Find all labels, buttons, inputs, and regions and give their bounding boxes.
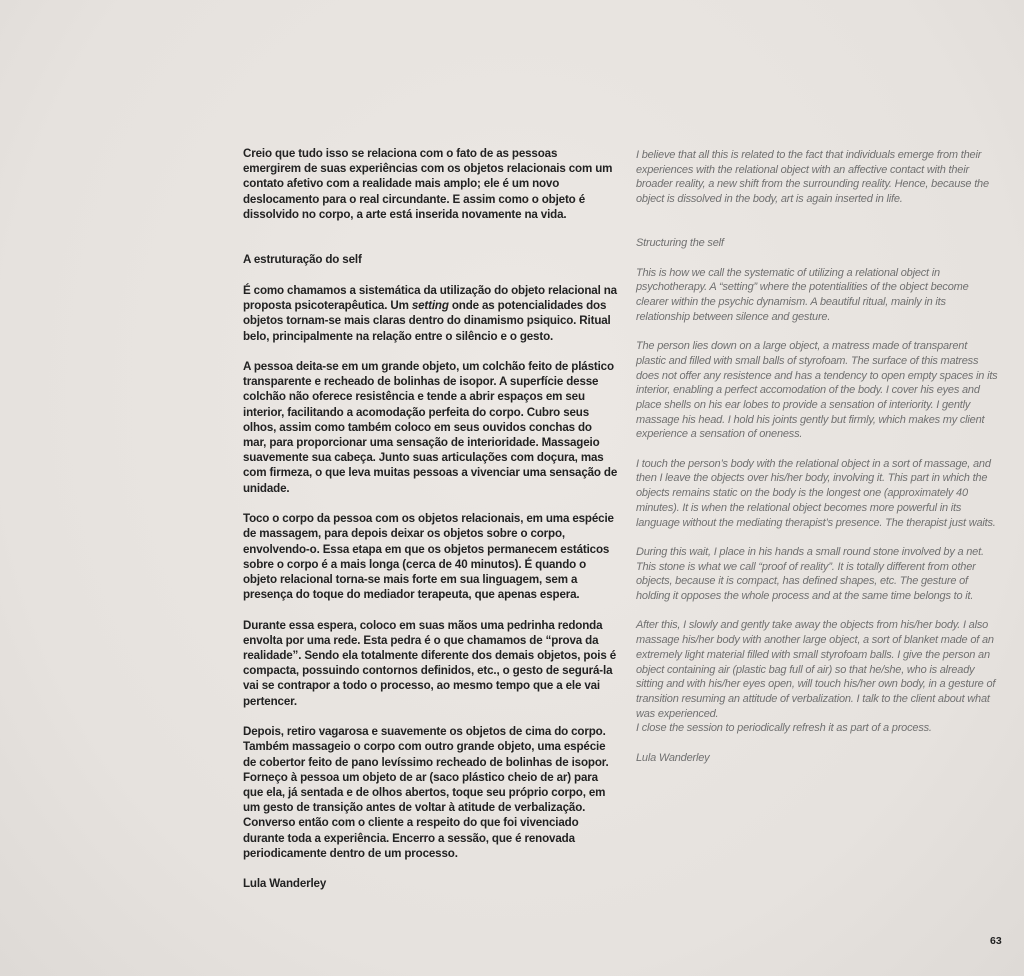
pt-p1-italic: setting <box>411 299 449 313</box>
en-intro-paragraph: I believe that all this is related to the fact that individuals emerge from their experiences with the relational object with an affective contact with their broader reality, a new shift from the surrounding reality. Hence, because the object is dissolved in the body, art is again inserted in life. <box>636 149 989 206</box>
en-paragraph-5: After this, I slowly and gently take away the objects from his/her body. I also massage his/her body with another large object, a sort of blanket made of an extremely light material filled with small styrofoam balls. I give the person an object containing air (plastic bag full of air) so that he/she, who is already sitting and with his/her eyes open, will touch his/her own body, in a gesture of transition resuming an attitude of verbalization. I talk to the client about what was experienced. <box>636 619 996 720</box>
pt-section-heading: A estruturação do self <box>243 253 362 267</box>
en-paragraph-3: I touch the person’s body with the relational object in a sort of massage, and then I leave the objects over his/her body, involving it. This part in which the objects remains static on the body is the longest one (approximately 40 minutes). It is when the relational object becomes more powerful in its language without the mediating therapist’s presence. The therapist just waits. <box>636 457 996 529</box>
pt-p1-text-b: onde as potencialidades dos objetos tornam-se mais claras dentro do dinamismo psiquico. Ritual belo, principalmente na relação entre o silêncio e o gesto. <box>243 299 611 343</box>
en-paragraph-1: This is how we call the systematic of utilizing a relational object in psychotherapy. A “setting” where the potentialities of the object become clearer within the psychic dynamism. A beautiful ritual, mainly in its relationship between silence and gesture. <box>636 266 969 323</box>
en-paragraph-4: During this wait, I place in his hands a small round stone involved by a net. This stone is what we call “proof of reality”. It is totally different from other objects, because it is compact, has defined shapes, etc. The gesture of holding it opposes the whole process and at the same time belongs to it. <box>636 545 984 603</box>
pt-paragraph-5: Depois, retiro vagarosa e suavemente os objetos de cima do corpo. Também massageio o corpo com outro grande objeto, uma espécie de cobertor feito de pano levíssimo recheado de bolinhas de isopor. Forneço à pessoa um objeto de ar (saco plástico cheio de ar) para que ela, já sentada e de olhos abertos, toque seu próprio corpo, em um gesto de transição antes de voltar à atitude de verbalização. Converso então com o cliente a respeito do que foi vivenciado durante toda a experiência. Encerro a sessão, que é renovada periodicamente dentro de um processo. <box>243 725 609 860</box>
en-paragraph-2: The person lies down on a large object, a matress made of transparent plastic and filled with small balls of styrofoam. The surface of this matress does not offer any resistence and has a tendency to open empty spaces in its interior, enabling a perfect accomodation of the body. I cover his eyes and place shells on his ear lobes to provide a sensation of interiority. I gently massage his head. I hold his joints gently but firmly, which makes my client experience a sensation of oneness. <box>636 340 998 441</box>
pt-p1-text-a: É como chamamos a sistemática da utilização do objeto relacional na proposta psicoterapêutica. Um <box>243 283 617 313</box>
pt-intro-paragraph: Creio que tudo isso se relaciona com o fato de as pessoas emergirem de suas experiências com os objetos relacionais com um contato afetivo com a realidade mais amplo; ele é um novo deslocamento para o real circundante. E assim como o objeto é dissolvido no corpo, a arte está inserida novamente na vida. <box>243 147 613 221</box>
portuguese-column <box>243 146 618 892</box>
pt-paragraph-3: Toco o corpo da pessoa com os objetos relacionais, em uma espécie de massagem, para depois deixar os objetos sobre o corpo, envolvendo-o. Essa etapa em que os objetos permanecem estáticos sobre o corpo é a mais longa (cerca de 40 minutos). É quando o objeto relacional torna-se mais forte em sua linguagem, sem a presença do toque do mediador terapeuta, que apenas espera. <box>243 512 614 602</box>
page-number: 63 <box>990 935 1002 947</box>
pt-paragraph-2: A pessoa deita-se em um grande objeto, um colchão feito de plástico transparente e recheado de bolinhas de isopor. A superfície desse colchão não oferece resistência e tende a abrir espaços em seu interior, facilitando a acomodação perfeita do corpo. Cubro seus olhos, assim como também coloco em seus ouvidos conchas do mar, para proporcionar uma sensação de interioridade. Massageio suavemente sua cabeça. Junto suas articulações com doçura, mas com firmeza, o que leva muitas pessoas a vivenciar uma sensação de unidade. <box>243 360 618 495</box>
en-signature: Lula Wanderley <box>636 751 710 764</box>
pt-paragraph-1 <box>243 283 618 344</box>
en-section-heading: Structuring the self <box>636 237 724 250</box>
pt-signature: Lula Wanderley <box>243 877 327 891</box>
en-paragraph-6: I close the session to periodically refresh it as part of a process. <box>636 722 932 735</box>
pt-paragraph-4: Durante essa espera, coloco em suas mãos uma pedrinha redonda envolta por uma rede. Esta pedra é o que chamamos de “prova da realidade”. Sendo ela totalmente diferente dos demais objetos, pois é compacta, possuindo contornos definidos, etc., o gesto de segurá-la vai se contrapor a todo o processo, ao mesmo tempo que a ele vai pertencer. <box>243 618 616 708</box>
english-column <box>636 148 998 765</box>
